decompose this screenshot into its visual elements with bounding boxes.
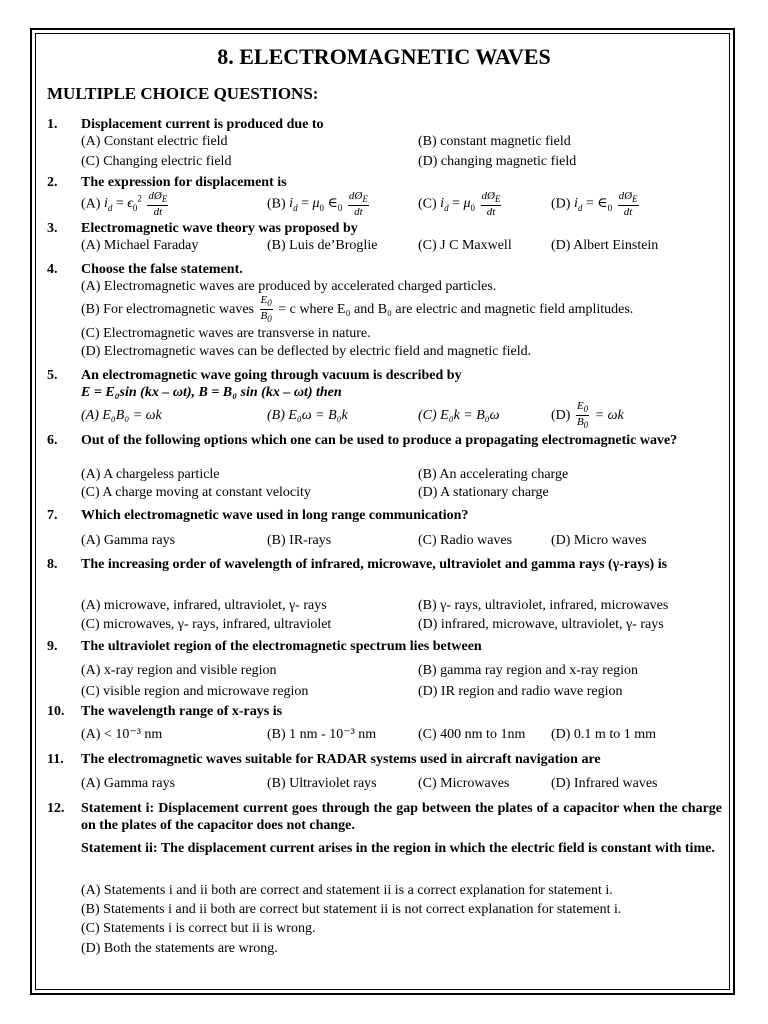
question-number: 3. [47, 221, 58, 236]
option-c: (C) Radio waves [418, 533, 513, 548]
question-number: 6. [47, 433, 58, 448]
fraction: $\frac{dØ_E}{dt}$ [481, 190, 501, 219]
question-text: Which electromagnetic wave used in long range communication? [81, 508, 469, 523]
section-heading: MULTIPLE CHOICE QUESTIONS: [47, 84, 319, 103]
option-b: (B) Luis de’Broglie [267, 238, 378, 253]
option-d [551, 400, 624, 431]
question-text: Displacement current is produced due to [81, 117, 324, 132]
fraction: $\frac{dØ_E}{dt}$ [148, 190, 168, 219]
option-c: (C) Changing electric field [81, 154, 232, 169]
option-b: (B) constant magnetic field [418, 134, 571, 149]
question-number: 8. [47, 557, 58, 572]
option-a: (A) Gamma rays [81, 533, 176, 548]
question-text: Choose the false statement. [81, 262, 243, 277]
formula-a: $i_d = \epsilon_0^2$ $\frac{dØ_E}{dt}$ [103, 190, 168, 219]
option-a [81, 190, 170, 218]
fraction: $\frac{dØ_E}{dt}$ [618, 190, 638, 219]
formula-c: $i_d = \mu_0$ $\frac{dØ_E}{dt}$ [440, 190, 501, 219]
option-b-label: (B) [267, 196, 286, 212]
option-b: (B) 1 nm - 10⁻³ nm [267, 727, 377, 742]
option-a: (A) Statements i and ii both are correct and statement ii is a correct explanation for statement i. [81, 883, 613, 898]
question-number: 1. [47, 117, 58, 132]
fraction: $\frac{E_0}{B_0}$ [260, 294, 272, 325]
option-d-label: (D) [551, 196, 571, 212]
option-c: (C) E₀k = B₀ω [418, 408, 500, 423]
option-b: (B) gamma ray region and x-ray region [418, 663, 639, 678]
option-c: (C) Electromagnetic waves are transverse in nature. [81, 326, 371, 341]
question-number: 9. [47, 639, 58, 654]
option-a: (A) Constant electric field [81, 134, 228, 149]
option-b: (B) γ- rays, ultraviolet, infrared, microwaves [418, 598, 669, 613]
option-a: (A) Gamma rays [81, 776, 176, 791]
option-c: (C) Microwaves [418, 776, 510, 791]
option-b: (B) Ultraviolet rays [267, 776, 377, 791]
question-number: 5. [47, 368, 58, 383]
question-number: 2. [47, 175, 58, 190]
option-c: (C) J C Maxwell [418, 238, 512, 253]
option-a-label: (A) [81, 196, 101, 212]
question-number: 10. [47, 704, 65, 719]
question-text: The increasing order of wavelength of infrared, microwave, ultraviolet and gamma rays (γ-rays) is [81, 557, 668, 572]
statement-i: Statement i: Displacement current goes through the gap between the plates of a capacitor when the charge on the plates of the capacitor does not change. [81, 801, 722, 833]
option-c-label: (C) [418, 196, 437, 212]
option-a: (A) Electromagnetic waves are produced by accelerated charged particles. [81, 279, 497, 294]
question-equation: E = E₀sin (kx – ωt), B = B₀ sin (kx – ωt) then [81, 385, 342, 400]
question-text: The expression for displacement is [81, 175, 287, 190]
option-a: (A) A chargeless particle [81, 467, 220, 482]
option-a: (A) microwave, infrared, ultraviolet, γ- rays [81, 598, 327, 613]
option-b: (B) An accelerating charge [418, 467, 569, 482]
option-d: (D) Infrared waves [551, 776, 658, 791]
option-d: (D) IR region and radio wave region [418, 684, 623, 699]
formula-d: $i_d$ = $\in_0$ $\frac{dØ_E}{dt}$ [573, 190, 638, 219]
option-b-suffix: = c where E₀ and B₀ are electric and magnetic field amplitudes. [278, 301, 634, 317]
option-d: (D) Both the statements are wrong. [81, 941, 278, 956]
option-c: (C) visible region and microwave region [81, 684, 309, 699]
option-d-label: (D) [551, 407, 571, 423]
option-c: (C) 400 nm to 1nm [418, 727, 526, 742]
option-d [551, 190, 641, 218]
option-d: (D) 0.1 m to 1 mm [551, 727, 656, 742]
option-c: (C) microwaves, γ- rays, infrared, ultraviolet [81, 617, 332, 632]
question-text: The ultraviolet region of the electromagnetic spectrum lies between [81, 639, 482, 654]
question-text: The wavelength range of x-rays is [81, 704, 283, 719]
option-d: (D) A stationary charge [418, 485, 549, 500]
question-text: Out of the following options which one can be used to produce a propagating electromagnetic wave? [81, 433, 678, 448]
question-text: Electromagnetic wave theory was proposed by [81, 221, 358, 236]
option-b [81, 294, 633, 325]
option-a: (A) E₀B₀ = ωk [81, 408, 162, 423]
option-b: (B) E₀ω = B₀k [267, 408, 348, 423]
option-d: (D) infrared, microwave, ultraviolet, γ- rays [418, 617, 664, 632]
option-d-suffix: = ωk [594, 407, 624, 423]
question-text: The electromagnetic waves suitable for RADAR systems used in aircraft navigation are [81, 752, 601, 767]
option-a: (A) < 10⁻³ nm [81, 727, 163, 742]
fraction: $\frac{dØ_E}{dt}$ [348, 190, 368, 219]
question-number: 12. [47, 801, 65, 816]
formula-b: $i_d = \mu_0$ $\in_0$ $\frac{dØ_E}{dt}$ [289, 190, 368, 219]
statement-ii: Statement ii: The displacement current arises in the region in which the electric field is constant with time. [81, 841, 715, 856]
question-text: An electromagnetic wave going through vacuum is described by [81, 368, 462, 383]
option-b [267, 190, 371, 218]
option-d: (D) Electromagnetic waves can be deflected by electric field and magnetic field. [81, 344, 532, 359]
fraction: $\frac{E_0}{B_0}$ [576, 400, 589, 431]
option-d: (D) changing magnetic field [418, 154, 577, 169]
option-b: (B) IR-rays [267, 533, 332, 548]
question-number: 11. [47, 752, 64, 767]
option-d: (D) Albert Einstein [551, 238, 659, 253]
option-d: (D) Micro waves [551, 533, 647, 548]
option-b: (B) Statements i and ii both are correct but statement ii is not correct explanation for statement i. [81, 902, 622, 917]
question-number: 4. [47, 262, 58, 277]
option-a: (A) x-ray region and visible region [81, 663, 277, 678]
option-a: (A) Michael Faraday [81, 238, 199, 253]
page-title: 8. ELECTROMAGNETIC WAVES [217, 44, 551, 69]
option-c: (C) A charge moving at constant velocity [81, 485, 311, 500]
question-number: 7. [47, 508, 58, 523]
option-c [418, 190, 503, 218]
option-c: (C) Statements i is correct but ii is wrong. [81, 921, 316, 936]
option-b-prefix: (B) For electromagnetic waves [81, 301, 254, 317]
